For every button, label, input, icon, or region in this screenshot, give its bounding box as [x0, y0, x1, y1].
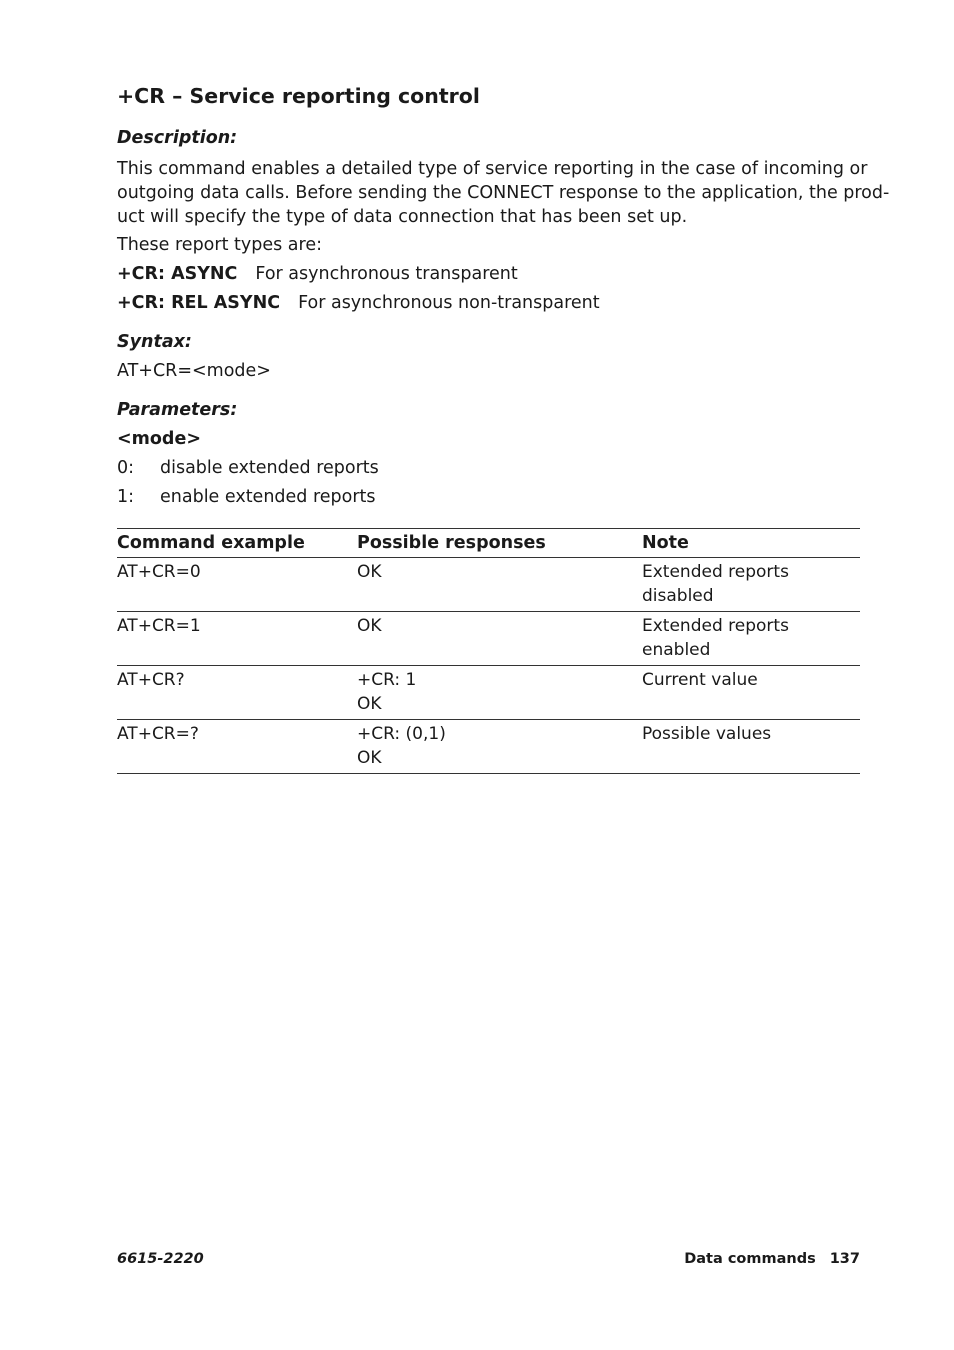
document-number: 6615-2220 [117, 1251, 204, 1267]
response-line: OK [357, 562, 382, 582]
parameter-value-item [117, 458, 379, 478]
description-line: outgoing data calls. Before sending the CONNECT response to the application, the prod- [117, 183, 890, 203]
report-type-desc: For asynchronous transparent [255, 264, 518, 284]
description-heading: Description: [117, 128, 238, 148]
response-cell [357, 558, 642, 612]
page-number: 137 [829, 1251, 860, 1267]
parameter-value-number: 0: [117, 458, 135, 478]
response-line: OK [357, 693, 382, 714]
note-cell: Current value [642, 666, 860, 720]
syntax-text: AT+CR=<mode> [117, 361, 271, 381]
response-cell [357, 666, 642, 720]
command-cell: AT+CR=0 [117, 558, 357, 612]
section-name: Data commands [684, 1251, 816, 1267]
response-line: OK [357, 616, 382, 636]
parameter-value-number: 1: [117, 487, 135, 507]
footer-right [684, 1251, 860, 1267]
note-cell: Extended reports disabled [642, 558, 860, 612]
description-line: This command enables a detailed type of service reporting in the case of incoming or [117, 159, 868, 179]
table-row [117, 666, 860, 720]
description-line: uct will specify the type of data connection that has been set up. [117, 207, 688, 227]
response-line: OK [357, 747, 382, 768]
parameter-name: <mode> [117, 429, 201, 449]
header-possible-responses: Possible responses [357, 529, 642, 558]
response-cell [357, 612, 642, 666]
report-type-code: +CR: ASYNC [117, 264, 238, 284]
response-cell [357, 720, 642, 774]
response-line: +CR: 1 [357, 670, 417, 690]
command-cell: AT+CR=? [117, 720, 357, 774]
report-type-item [117, 293, 600, 313]
table-row [117, 558, 860, 612]
parameter-value-item [117, 487, 376, 507]
parameters-heading: Parameters: [117, 400, 238, 420]
parameter-value-text: disable extended reports [160, 458, 379, 478]
command-cell: AT+CR=1 [117, 612, 357, 666]
report-type-item [117, 264, 518, 284]
report-type-code: +CR: REL ASYNC [117, 293, 281, 313]
table-header-row [117, 529, 860, 558]
syntax-heading: Syntax: [117, 332, 192, 352]
header-note: Note [642, 529, 860, 558]
header-command-example: Command example [117, 529, 357, 558]
response-line: +CR: (0,1) [357, 724, 446, 744]
note-cell: Possible values [642, 720, 860, 774]
page-title: +CR – Service reporting control [117, 84, 480, 108]
command-table [117, 528, 860, 774]
table-row [117, 720, 860, 774]
note-cell: Extended reports enabled [642, 612, 860, 666]
description-paragraph [117, 157, 890, 229]
report-type-desc: For asynchronous non-transparent [298, 293, 600, 313]
parameter-value-text: enable extended reports [160, 487, 376, 507]
table-row [117, 612, 860, 666]
report-intro: These report types are: [117, 235, 322, 255]
command-cell: AT+CR? [117, 666, 357, 720]
